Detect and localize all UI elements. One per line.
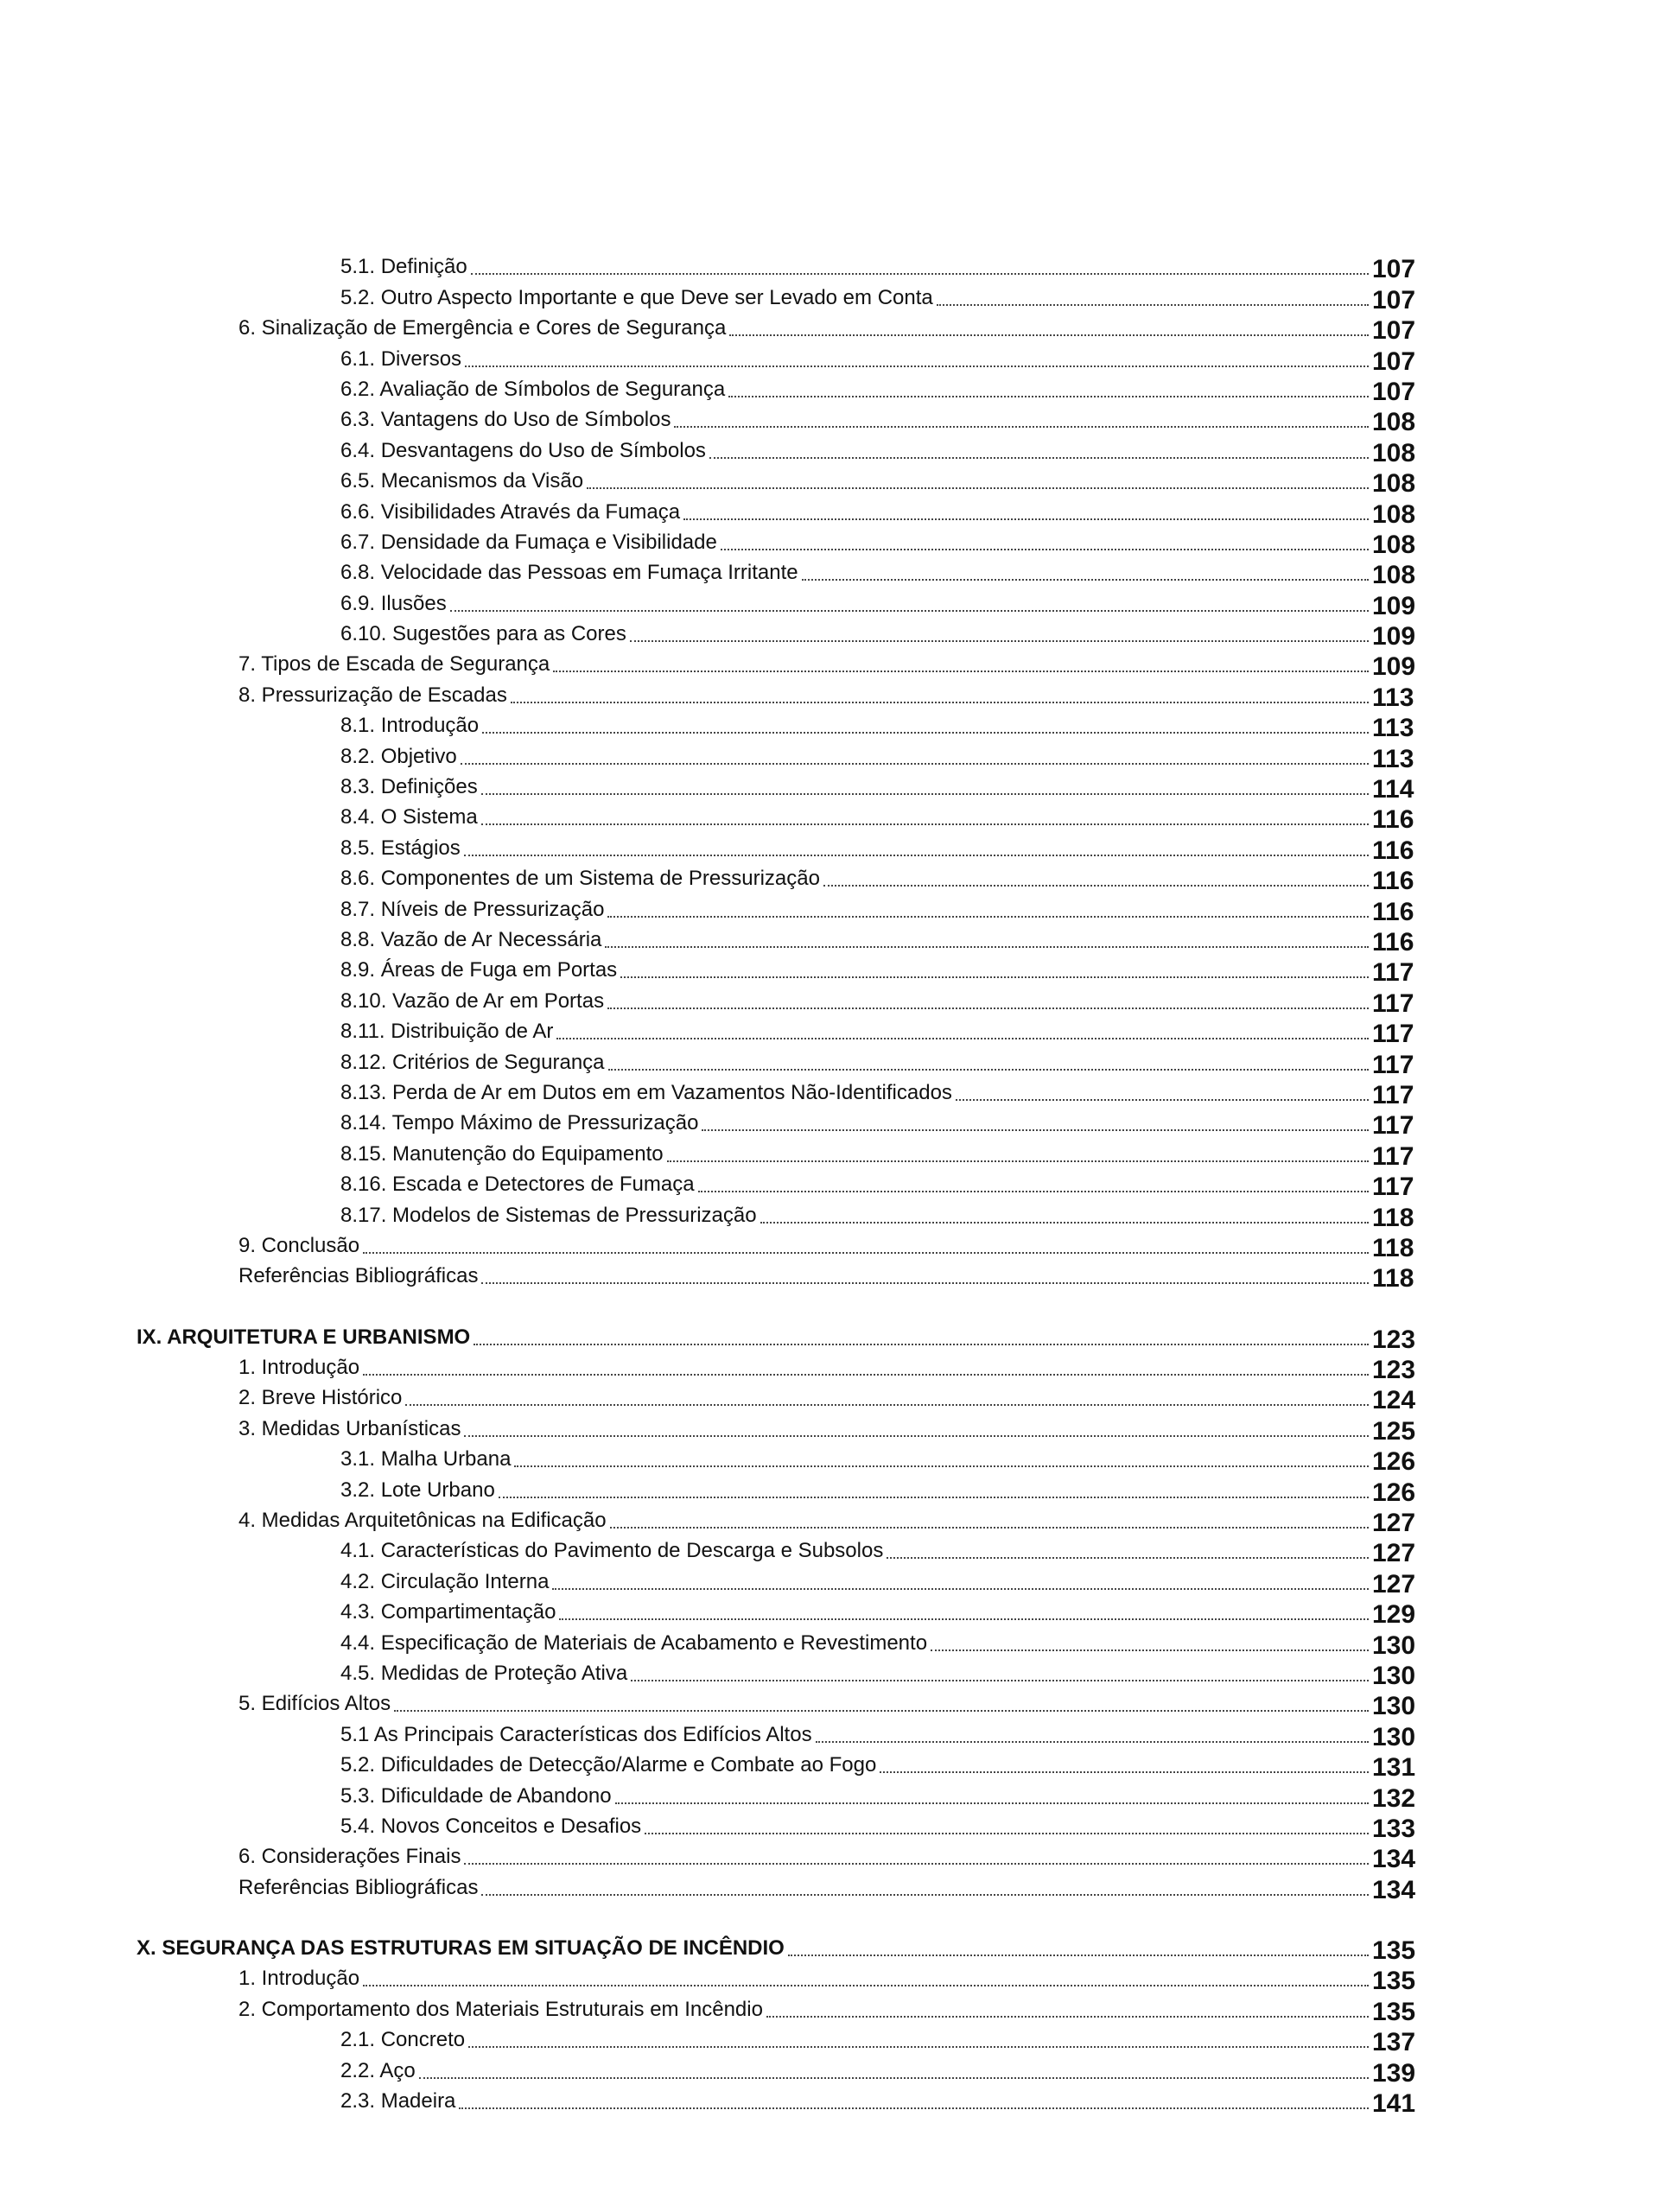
toc-entry[interactable] xyxy=(137,1567,1422,1597)
toc-chapter-entry[interactable] xyxy=(137,1322,1422,1352)
dot-leader xyxy=(630,640,1369,642)
toc-entry[interactable] xyxy=(137,1139,1422,1169)
toc-entry[interactable] xyxy=(137,2087,1422,2117)
toc-page-number: 109 xyxy=(1372,622,1416,652)
dot-leader xyxy=(482,732,1369,734)
toc-page-number: 108 xyxy=(1372,469,1416,499)
toc-page-number: 135 xyxy=(1372,1997,1416,2026)
toc-entry[interactable] xyxy=(137,1231,1422,1262)
toc-entry-title: 8.5. Estágios xyxy=(340,836,461,860)
dot-leader xyxy=(937,304,1369,306)
toc-entry-title: 5.4. Novos Conceitos e Desafios xyxy=(340,1814,642,1838)
toc-entry-title: 6.3. Vantagens do Uso de Símbolos xyxy=(340,408,671,432)
toc-page-number: 117 xyxy=(1372,1173,1414,1202)
toc-page-number: 116 xyxy=(1372,805,1414,835)
toc-entry[interactable] xyxy=(137,1536,1422,1567)
dot-leader xyxy=(481,1282,1369,1284)
toc-entry-title: 6.2. Avaliação de Símbolos de Segurança xyxy=(340,377,726,401)
toc-entry-title: 8.17. Modelos de Sistemas de Pressurização xyxy=(340,1203,757,1227)
toc-entry[interactable] xyxy=(137,252,1422,283)
toc-entry-title: 6. Sinalização de Emergência e Cores de Segurança xyxy=(238,316,727,340)
toc-page-number: 108 xyxy=(1372,408,1416,437)
toc-entry-title: 5.2. Dificuldades de Detecção/Alarme e Combate ao Fogo xyxy=(340,1753,877,1777)
dot-leader xyxy=(610,1527,1369,1529)
toc-entry-title: 8.7. Níveis de Pressurização xyxy=(340,897,605,921)
toc-page-number: 123 xyxy=(1372,1356,1416,1385)
dot-leader xyxy=(605,946,1369,948)
toc-page-number: 116 xyxy=(1372,836,1414,865)
toc-page-number: 126 xyxy=(1372,1447,1416,1477)
toc-entry-title: Referências Bibliográficas xyxy=(238,1264,479,1288)
toc-entry[interactable] xyxy=(137,1842,1422,1872)
dot-leader xyxy=(607,1007,1369,1009)
dot-leader xyxy=(788,1955,1369,1956)
toc-page-number: 135 xyxy=(1372,1936,1416,1966)
toc-page-number: 116 xyxy=(1372,927,1414,957)
toc-entry[interactable] xyxy=(137,497,1422,527)
toc-page-number: 124 xyxy=(1372,1386,1416,1415)
toc-entry[interactable] xyxy=(137,405,1422,435)
dot-leader xyxy=(394,1710,1369,1712)
dot-leader xyxy=(709,457,1369,459)
toc-entry[interactable] xyxy=(137,864,1422,894)
toc-entry-title: Referências Bibliográficas xyxy=(238,1875,479,1899)
toc-entry-title: 6.7. Densidade da Fumaça e Visibilidade xyxy=(340,530,717,554)
dot-leader xyxy=(702,1129,1369,1131)
toc-page-number: 117 xyxy=(1372,1141,1414,1171)
toc-entry-title: 9. Conclusão xyxy=(238,1233,360,1257)
toc-entry-title: 8. Pressurização de Escadas xyxy=(238,683,507,707)
dot-leader xyxy=(556,1038,1369,1039)
toc-entry-title: 8.4. O Sistema xyxy=(340,805,478,830)
toc-entry-title: 8.9. Áreas de Fuga em Portas xyxy=(340,958,618,982)
toc-page-number: 109 xyxy=(1372,652,1416,682)
dot-leader xyxy=(721,549,1369,550)
toc-page-number: 137 xyxy=(1372,2028,1416,2057)
dot-leader xyxy=(363,1985,1369,1986)
dot-leader xyxy=(667,1160,1369,1162)
toc-page-number: 113 xyxy=(1372,714,1414,743)
toc-chapter-entry[interactable] xyxy=(137,1934,1422,1964)
dot-leader xyxy=(553,671,1369,672)
toc-entry[interactable] xyxy=(137,1719,1422,1750)
toc-page-number: 123 xyxy=(1372,1325,1416,1354)
dot-leader xyxy=(450,610,1369,612)
dot-leader xyxy=(823,885,1369,887)
dot-leader xyxy=(587,487,1369,489)
dot-leader xyxy=(760,1222,1369,1224)
toc-entry-title: 8.16. Escada e Detectores de Fumaça xyxy=(340,1173,695,1197)
toc-entry-title: 2.3. Madeira xyxy=(340,2089,456,2113)
toc-entry[interactable] xyxy=(137,2056,1422,2086)
dot-leader xyxy=(802,579,1369,581)
toc-entry[interactable] xyxy=(137,1781,1422,1811)
toc-entry-title: 8.14. Tempo Máximo de Pressurização xyxy=(340,1111,699,1135)
toc-entry-title: 5.1. Definição xyxy=(340,255,467,279)
toc-entry-title: 4.1. Características do Pavimento de Descarga e Subsolos xyxy=(340,1539,884,1563)
toc-entry-title: 4.2. Circulação Interna xyxy=(340,1569,550,1593)
toc-entry[interactable] xyxy=(137,772,1422,803)
toc-entry-title: 5.1 As Principais Características dos Edifícios Altos xyxy=(340,1722,812,1746)
toc-entry-title: 6.1. Diversos xyxy=(340,346,462,371)
toc-entry-title: 3.1. Malha Urbana xyxy=(340,1447,512,1471)
toc-page-number: 127 xyxy=(1372,1509,1416,1538)
toc-entry[interactable] xyxy=(137,956,1422,986)
toc-entry-title: 8.6. Componentes de um Sistema de Pressurização xyxy=(340,867,820,891)
toc-entry-title: 6.10. Sugestões para as Cores xyxy=(340,622,626,646)
toc-entry-title: 8.12. Critérios de Segurança xyxy=(340,1050,605,1074)
toc-entry[interactable] xyxy=(137,1170,1422,1200)
dot-leader xyxy=(481,1894,1369,1896)
toc-entry[interactable] xyxy=(137,894,1422,925)
toc-page-number: 132 xyxy=(1372,1783,1416,1813)
toc-entry-title: 8.10. Vazão de Ar em Portas xyxy=(340,988,605,1013)
toc-entry[interactable] xyxy=(137,1414,1422,1444)
toc-entry-title: 6.8. Velocidade das Pessoas em Fumaça Irritante xyxy=(340,561,798,585)
toc-page-number: 130 xyxy=(1372,1630,1416,1660)
toc-entry[interactable] xyxy=(137,1812,1422,1842)
toc-page-number: 134 xyxy=(1372,1845,1416,1874)
toc-entry[interactable] xyxy=(137,1475,1422,1505)
dot-leader xyxy=(816,1741,1369,1743)
dot-leader xyxy=(728,396,1369,397)
toc-entry-title: 2.1. Concreto xyxy=(340,2028,466,2052)
toc-entry[interactable] xyxy=(137,588,1422,619)
toc-entry[interactable] xyxy=(137,1445,1422,1475)
toc-entry[interactable] xyxy=(137,986,1422,1016)
toc-page-number: 127 xyxy=(1372,1569,1416,1599)
dot-leader xyxy=(645,1833,1369,1834)
toc-page-number: 107 xyxy=(1372,377,1416,406)
toc-entry[interactable] xyxy=(137,741,1422,772)
dot-leader xyxy=(514,1465,1369,1467)
toc-entry[interactable] xyxy=(137,1017,1422,1047)
toc-entry-title: 8.3. Definições xyxy=(340,775,478,799)
dot-leader xyxy=(674,426,1369,428)
toc-page-number: 108 xyxy=(1372,499,1416,529)
toc-page-number: 117 xyxy=(1372,988,1414,1018)
toc-page-number: 133 xyxy=(1372,1814,1416,1843)
toc-page-number: 107 xyxy=(1372,285,1416,315)
toc-entry-title: IX. ARQUITETURA E URBANISMO xyxy=(137,1325,471,1349)
dot-leader xyxy=(474,1344,1369,1345)
toc-entry-title: X. SEGURANÇA DAS ESTRUTURAS EM SITUAÇÃO DE INCÊNDIO xyxy=(137,1936,785,1961)
toc-page-number: 141 xyxy=(1372,2089,1416,2119)
toc-entry-title: 8.15. Manutenção do Equipamento xyxy=(340,1141,664,1166)
toc-page-number: 118 xyxy=(1372,1233,1414,1262)
toc-entry[interactable] xyxy=(137,1964,1422,1994)
toc-entry[interactable] xyxy=(137,803,1422,833)
toc-entry-title: 8.2. Objetivo xyxy=(340,744,457,768)
dot-leader xyxy=(459,2107,1369,2109)
dot-leader xyxy=(464,1435,1369,1437)
toc-entry-title: 6.5. Mecanismos da Visão xyxy=(340,469,584,493)
dot-leader xyxy=(608,1069,1369,1071)
dot-leader xyxy=(405,1404,1369,1406)
toc-entry[interactable] xyxy=(137,1078,1422,1109)
toc-entry[interactable] xyxy=(137,1872,1422,1903)
toc-page-number: 108 xyxy=(1372,561,1416,590)
toc-entry-title: 5. Edifícios Altos xyxy=(238,1692,391,1716)
toc-entry[interactable] xyxy=(137,1109,1422,1139)
dot-leader xyxy=(729,334,1369,336)
toc-entry[interactable] xyxy=(137,620,1422,650)
dot-leader xyxy=(481,793,1369,795)
toc-entry-title: 6.6. Visibilidades Através da Fumaça xyxy=(340,499,681,524)
toc-entry-title: 8.1. Introdução xyxy=(340,714,480,738)
dot-leader xyxy=(465,365,1369,367)
toc-entry[interactable] xyxy=(137,2025,1422,2056)
toc-page-number: 107 xyxy=(1372,255,1416,284)
toc-entry[interactable] xyxy=(137,1262,1422,1292)
toc-page-number: 116 xyxy=(1372,867,1414,896)
toc-page-number: 130 xyxy=(1372,1722,1416,1751)
toc-entry[interactable] xyxy=(137,711,1422,741)
toc-page-number: 113 xyxy=(1372,683,1414,712)
toc-entry[interactable] xyxy=(137,1994,1422,2024)
dot-leader xyxy=(607,916,1369,918)
dot-leader xyxy=(468,2046,1369,2048)
toc-entry-title: 5.3. Dificuldade de Abandono xyxy=(340,1783,612,1808)
dot-leader xyxy=(931,1649,1369,1651)
toc-page-number: 135 xyxy=(1372,1967,1416,1996)
toc-page-number: 107 xyxy=(1372,316,1416,346)
toc-entry[interactable] xyxy=(137,1598,1422,1628)
toc-entry-title: 4.3. Compartimentação xyxy=(340,1600,556,1624)
toc-page-number: 131 xyxy=(1372,1753,1416,1783)
dot-leader xyxy=(499,1497,1369,1498)
dot-leader xyxy=(956,1099,1369,1101)
dot-leader xyxy=(615,1802,1369,1804)
toc-page-number: 109 xyxy=(1372,591,1416,620)
toc-entry[interactable] xyxy=(137,435,1422,466)
toc-entry-title: 2.2. Aço xyxy=(340,2058,416,2082)
toc-entry-title: 4.5. Medidas de Proteção Ativa xyxy=(340,1661,628,1685)
toc-page-number: 117 xyxy=(1372,1111,1414,1141)
dot-leader xyxy=(683,518,1369,520)
dot-leader xyxy=(419,2077,1369,2079)
dot-leader xyxy=(464,855,1369,856)
toc-page-number: 134 xyxy=(1372,1875,1416,1904)
toc-entry[interactable] xyxy=(137,833,1422,863)
toc-entry-title: 1. Introdução xyxy=(238,1356,360,1380)
dot-leader xyxy=(481,823,1369,825)
dot-leader xyxy=(552,1588,1369,1590)
toc-page-number: 107 xyxy=(1372,346,1416,376)
toc-page-number: 117 xyxy=(1372,1050,1414,1079)
toc-page-number: 130 xyxy=(1372,1661,1416,1690)
toc-entry[interactable] xyxy=(137,1506,1422,1536)
toc-entry-title: 4.4. Especificação de Materiais de Acabamento e Revestimento xyxy=(340,1630,928,1655)
toc-entry[interactable] xyxy=(137,283,1422,313)
toc-entry[interactable] xyxy=(137,467,1422,497)
toc-page-number: 126 xyxy=(1372,1478,1416,1507)
toc-page-number: 118 xyxy=(1372,1203,1414,1232)
toc-page-number: 117 xyxy=(1372,1080,1414,1109)
toc-page-number: 117 xyxy=(1372,958,1414,988)
toc-entry[interactable] xyxy=(137,344,1422,374)
toc-entry[interactable] xyxy=(137,1689,1422,1719)
dot-leader xyxy=(511,702,1369,703)
toc-entry[interactable] xyxy=(137,1659,1422,1689)
toc-entry-title: 3. Medidas Urbanísticas xyxy=(238,1416,461,1440)
toc-entry-title: 4. Medidas Arquitetônicas na Edificação xyxy=(238,1509,607,1533)
toc-page-number: 130 xyxy=(1372,1692,1416,1721)
toc-entry-title: 6.9. Ilusões xyxy=(340,591,447,615)
table-of-contents xyxy=(137,252,1422,2117)
toc-entry-title: 6.4. Desvantagens do Uso de Símbolos xyxy=(340,438,706,462)
toc-entry[interactable] xyxy=(137,1383,1422,1414)
toc-page-number: 129 xyxy=(1372,1600,1416,1630)
toc-entry[interactable] xyxy=(137,650,1422,680)
toc-entry[interactable] xyxy=(137,375,1422,405)
dot-leader xyxy=(880,1771,1369,1773)
toc-entry-title: 8.13. Perda de Ar em Dutos em em Vazamentos Não-Identificados xyxy=(340,1080,952,1104)
toc-page-number: 108 xyxy=(1372,438,1416,467)
toc-entry-title: 5.2. Outro Aspecto Importante e que Deve ser Levado em Conta xyxy=(340,285,933,309)
toc-entry-title: 2. Breve Histórico xyxy=(238,1386,403,1410)
dot-leader xyxy=(887,1557,1369,1559)
dot-leader xyxy=(559,1618,1369,1620)
toc-entry[interactable] xyxy=(137,1353,1422,1383)
toc-page-number: 125 xyxy=(1372,1416,1416,1446)
toc-entry-title: 1. Introdução xyxy=(238,1967,360,1991)
toc-entry-title: 3.2. Lote Urbano xyxy=(340,1478,495,1502)
dot-leader xyxy=(766,2016,1369,2018)
dot-leader xyxy=(471,273,1369,275)
toc-page-number: 117 xyxy=(1372,1020,1414,1049)
toc-page-number: 113 xyxy=(1372,744,1414,773)
dot-leader xyxy=(461,763,1369,765)
toc-entry[interactable] xyxy=(137,314,1422,344)
toc-entry-title: 2. Comportamento dos Materiais Estruturais em Incêndio xyxy=(238,1997,763,2021)
dot-leader xyxy=(363,1374,1369,1376)
toc-page-number: 118 xyxy=(1372,1264,1414,1294)
toc-entry[interactable] xyxy=(137,1047,1422,1077)
toc-entry-title: 6. Considerações Finais xyxy=(238,1845,461,1869)
toc-entry-title: 7. Tipos de Escada de Segurança xyxy=(238,652,550,677)
toc-entry[interactable] xyxy=(137,558,1422,588)
toc-entry[interactable] xyxy=(137,925,1422,956)
dot-leader xyxy=(464,1863,1369,1865)
dot-leader xyxy=(620,976,1369,978)
toc-page-number: 127 xyxy=(1372,1539,1416,1568)
dot-leader xyxy=(698,1191,1369,1192)
dot-leader xyxy=(363,1252,1369,1254)
toc-page-number: 114 xyxy=(1372,775,1414,804)
toc-page-number: 108 xyxy=(1372,530,1416,559)
toc-entry-title: 8.8. Vazão de Ar Necessária xyxy=(340,927,602,951)
toc-entry[interactable] xyxy=(137,1200,1422,1230)
toc-entry[interactable] xyxy=(137,1628,1422,1658)
toc-entry-title: 8.11. Distribuição de Ar xyxy=(340,1020,554,1044)
dot-leader xyxy=(631,1680,1369,1681)
toc-page-number: 116 xyxy=(1372,897,1414,926)
toc-entry[interactable] xyxy=(137,680,1422,710)
toc-entry[interactable] xyxy=(137,528,1422,558)
toc-page-number: 139 xyxy=(1372,2058,1416,2088)
toc-entry[interactable] xyxy=(137,1751,1422,1781)
